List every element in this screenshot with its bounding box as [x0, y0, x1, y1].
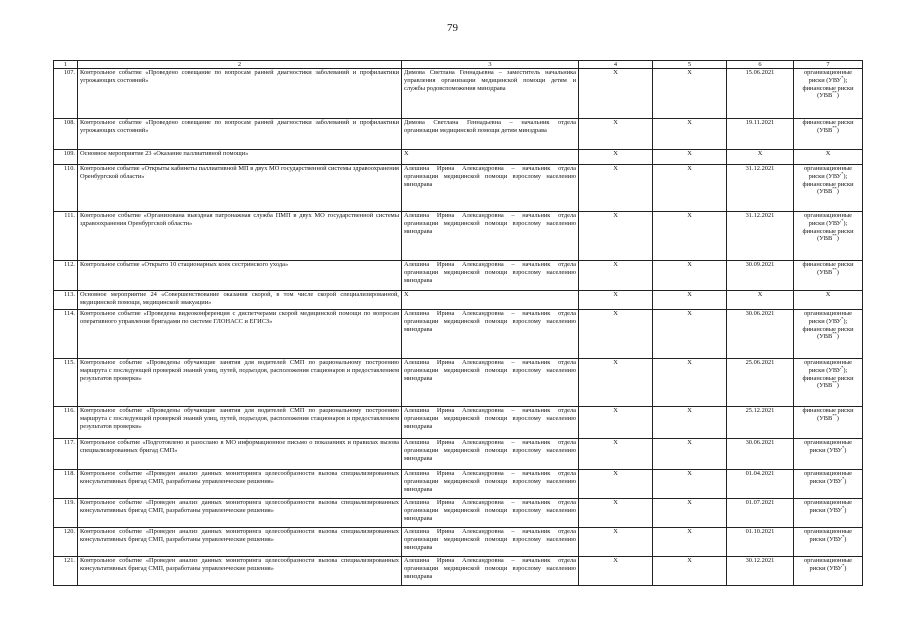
column-5-cell: X	[653, 470, 727, 499]
column-5-cell: X	[653, 69, 727, 119]
col-header-4: 4	[579, 61, 653, 69]
event-name-cell: Контрольное событие «Организована выездная патронажная служба ПМП в двух МО государственной системы здравоохранения Оренбургской области»	[78, 212, 402, 261]
responsible-person-cell: Алешина Ирина Александровна – начальник отдела организации медицинской помощи взрослому населению минздрава	[402, 470, 579, 499]
event-name-cell: Контрольное событие «Подготовлено и разослано в МО информационное письмо о показаниях и правилах вызова специализированных бригад СМП»	[78, 439, 402, 470]
column-4-cell: X	[579, 165, 653, 212]
risks-cell: X	[794, 150, 863, 165]
responsible-person-cell: Алешина Ирина Александровна – начальник отдела организации медицинской помощи взрослому населению минздрава	[402, 261, 579, 291]
row-number-cell: 121.	[54, 557, 78, 586]
table-row	[54, 499, 863, 528]
column-5-cell: X	[653, 165, 727, 212]
table-row	[54, 119, 863, 150]
row-number-cell: 115.	[54, 359, 78, 407]
column-4-cell: X	[579, 439, 653, 470]
column-4-cell: X	[579, 310, 653, 359]
risks-cell: организационные риски (УВУ*)	[794, 528, 863, 557]
row-number-cell: 114.	[54, 310, 78, 359]
event-name-cell: Контрольное событие «Проведено совещание по вопросам ранней диагностики заболеваний и профилактики угрожающих состояний»	[78, 69, 402, 119]
page-number: 79	[447, 22, 458, 34]
col-header-2: 2	[78, 61, 402, 69]
column-5-cell: X	[653, 310, 727, 359]
responsible-person-cell: Димова Светлана Геннадьевна – заместитель начальника управления организации медицинской помощи детям и службы родовспоможения минздрава	[402, 69, 579, 119]
row-number-cell: 116.	[54, 407, 78, 439]
column-5-cell: X	[653, 439, 727, 470]
date-cell: 25.06.2021	[727, 359, 794, 407]
row-number-cell: 108.	[54, 119, 78, 150]
column-5-cell: X	[653, 499, 727, 528]
event-name-cell: Контрольное событие «Проведены обучающие занятия для водителей СМП по рациональному построению маршрута с последующей проверкой знаний улиц, путей, подъездов, расположения стационаров и предоставлением результатов проверки»	[78, 359, 402, 407]
date-cell: X	[727, 150, 794, 165]
responsible-person-cell: Алешина Ирина Александровна – начальник отдела организации медицинской помощи взрослому населению минздрава	[402, 407, 579, 439]
row-number-cell: 113.	[54, 291, 78, 310]
responsible-person-cell: Алешина Ирина Александровна – начальник отдела организации медицинской помощи взрослому населению минздрава	[402, 557, 579, 586]
table-body	[54, 69, 863, 586]
responsible-person-cell: Алешина Ирина Александровна – начальник отдела организации медицинской помощи взрослому населению минздрава	[402, 359, 579, 407]
table-row	[54, 528, 863, 557]
col-header-6: 6	[727, 61, 794, 69]
risks-cell: организационные риски (УВУ*); финансовые риски (УВВ**)	[794, 212, 863, 261]
date-cell: X	[727, 291, 794, 310]
col-header-3: 3	[402, 61, 579, 69]
column-5-cell: X	[653, 557, 727, 586]
row-number-cell: 109.	[54, 150, 78, 165]
column-5-cell: X	[653, 291, 727, 310]
column-4-cell: X	[579, 69, 653, 119]
column-4-cell: X	[579, 557, 653, 586]
responsible-person-cell: Алешина Ирина Александровна – начальник отдела организации медицинской помощи взрослому населению минздрава	[402, 165, 579, 212]
date-cell: 15.06.2021	[727, 69, 794, 119]
risks-cell: организационные риски (УВУ*); финансовые риски (УВВ**)	[794, 69, 863, 119]
risks-cell: организационные риски (УВУ*); финансовые риски (УВВ**)	[794, 359, 863, 407]
table-row	[54, 165, 863, 212]
date-cell: 19.11.2021	[727, 119, 794, 150]
column-4-cell: X	[579, 470, 653, 499]
event-name-cell: Контрольное событие «Проведено совещание по вопросам ранней диагностики заболеваний и профилактики угрожающих состояний»	[78, 119, 402, 150]
table-row	[54, 359, 863, 407]
risks-cell: организационные риски (УВУ*)	[794, 470, 863, 499]
table-row	[54, 212, 863, 261]
column-number-row	[54, 61, 863, 69]
column-4-cell: X	[579, 212, 653, 261]
column-4-cell: X	[579, 291, 653, 310]
column-4-cell: X	[579, 528, 653, 557]
date-cell: 31.12.2021	[727, 212, 794, 261]
row-number-cell: 110.	[54, 165, 78, 212]
date-cell: 01.10.2021	[727, 528, 794, 557]
column-4-cell: X	[579, 119, 653, 150]
risks-cell: организационные риски (УВУ*)	[794, 499, 863, 528]
table-row	[54, 310, 863, 359]
event-name-cell: Контрольное событие «Открыты кабинеты паллиативной МП в двух МО государственной системы здравоохранения Оренбургской области»	[78, 165, 402, 212]
table-row	[54, 261, 863, 291]
row-number-cell: 107.	[54, 69, 78, 119]
responsible-person-cell: Алешина Ирина Александровна – начальник отдела организации медицинской помощи взрослому населению минздрава	[402, 212, 579, 261]
row-number-cell: 117.	[54, 439, 78, 470]
col-header-1: 1	[54, 61, 78, 69]
date-cell: 25.12.2021	[727, 407, 794, 439]
column-4-cell: X	[579, 499, 653, 528]
risks-cell: организационные риски (УВУ*)	[794, 439, 863, 470]
table-row	[54, 291, 863, 310]
responsible-person-cell: Алешина Ирина Александровна – начальник отдела организации медицинской помощи взрослому населению минздрава	[402, 439, 579, 470]
risks-cell: организационные риски (УВУ*)	[794, 557, 863, 586]
risks-cell: финансовые риски (УВВ**)	[794, 119, 863, 150]
date-cell: 31.12.2021	[727, 165, 794, 212]
table-row	[54, 470, 863, 499]
col-header-7: 7	[794, 61, 863, 69]
event-name-cell: Контрольное событие «Проведен анализ данных мониторинга целесообразности вызова специализированных консультативных бригад СМП, разработаны управленческие решения»	[78, 528, 402, 557]
event-name-cell: Контрольное событие «Проведена видеоконференция с диспетчерами скорой медицинской помощи по вопросам оперативного управления бригадами по системе ГЛОНАСС и ЕГИСЗ»	[78, 310, 402, 359]
event-name-cell: Контрольное событие «Проведен анализ данных мониторинга целесообразности вызова специализированных консультативных бригад СМП, разработаны управленческие решения»	[78, 557, 402, 586]
event-name-cell: Контрольное событие «Проведены обучающие занятия для водителей СМП по рациональному построению маршрута с последующей проверкой знаний улиц, путей, подъездов, расположения стационаров и предоставлением результатов проверки»	[78, 407, 402, 439]
column-4-cell: X	[579, 359, 653, 407]
event-name-cell: Основное мероприятие 23 «Оказание паллиативной помощи»	[78, 150, 402, 165]
risks-cell: организационные риски (УВУ*); финансовые риски (УВВ**)	[794, 165, 863, 212]
row-number-cell: 120.	[54, 528, 78, 557]
table-row	[54, 439, 863, 470]
risks-cell: организационные риски (УВУ*); финансовые риски (УВВ**)	[794, 310, 863, 359]
date-cell: 30.06.2021	[727, 310, 794, 359]
date-cell: 01.07.2021	[727, 499, 794, 528]
column-5-cell: X	[653, 261, 727, 291]
column-5-cell: X	[653, 150, 727, 165]
column-5-cell: X	[653, 407, 727, 439]
responsible-person-cell: X	[402, 291, 579, 310]
column-4-cell: X	[579, 150, 653, 165]
table-row	[54, 407, 863, 439]
column-5-cell: X	[653, 359, 727, 407]
responsible-person-cell: Алешина Ирина Александровна – начальник отдела организации медицинской помощи взрослому населению минздрава	[402, 528, 579, 557]
event-name-cell: Контрольное событие «Открыто 10 стационарных коек сестринского ухода»	[78, 261, 402, 291]
table-row	[54, 150, 863, 165]
date-cell: 30.06.2021	[727, 439, 794, 470]
date-cell: 01.04.2021	[727, 470, 794, 499]
date-cell: 30.09.2021	[727, 261, 794, 291]
column-5-cell: X	[653, 119, 727, 150]
table-row	[54, 557, 863, 586]
column-5-cell: X	[653, 528, 727, 557]
row-number-cell: 118.	[54, 470, 78, 499]
column-5-cell: X	[653, 212, 727, 261]
event-name-cell: Контрольное событие «Проведен анализ данных мониторинга целесообразности вызова специализированных консультативных бригад СМП, разработаны управленческие решения»	[78, 499, 402, 528]
responsible-person-cell: Димова Светлана Геннадьевна – начальник отдела организации медицинской помощи детям минздрава	[402, 119, 579, 150]
responsible-person-cell: Алешина Ирина Александровна – начальник отдела организации медицинской помощи взрослому населению минздрава	[402, 499, 579, 528]
table-row	[54, 69, 863, 119]
event-name-cell: Контрольное событие «Проведен анализ данных мониторинга целесообразности вызова специализированных консультативных бригад СМП, разработаны управленческие решения»	[78, 470, 402, 499]
risks-cell: X	[794, 291, 863, 310]
event-name-cell: Основное мероприятие 24 «Совершенствование оказания скорой, в том числе скорой специализированной, медицинской помощи, медицинской эвакуации»	[78, 291, 402, 310]
col-header-5: 5	[653, 61, 727, 69]
date-cell: 30.12.2021	[727, 557, 794, 586]
column-4-cell: X	[579, 261, 653, 291]
row-number-cell: 119.	[54, 499, 78, 528]
responsible-person-cell: Алешина Ирина Александровна – начальник отдела организации медицинской помощи взрослому населению минздрава	[402, 310, 579, 359]
control-events-table	[53, 60, 863, 586]
column-4-cell: X	[579, 407, 653, 439]
risks-cell: финансовые риски (УВВ**)	[794, 261, 863, 291]
row-number-cell: 112.	[54, 261, 78, 291]
risks-cell: финансовые риски (УВВ**)	[794, 407, 863, 439]
row-number-cell: 111.	[54, 212, 78, 261]
responsible-person-cell: X	[402, 150, 579, 165]
